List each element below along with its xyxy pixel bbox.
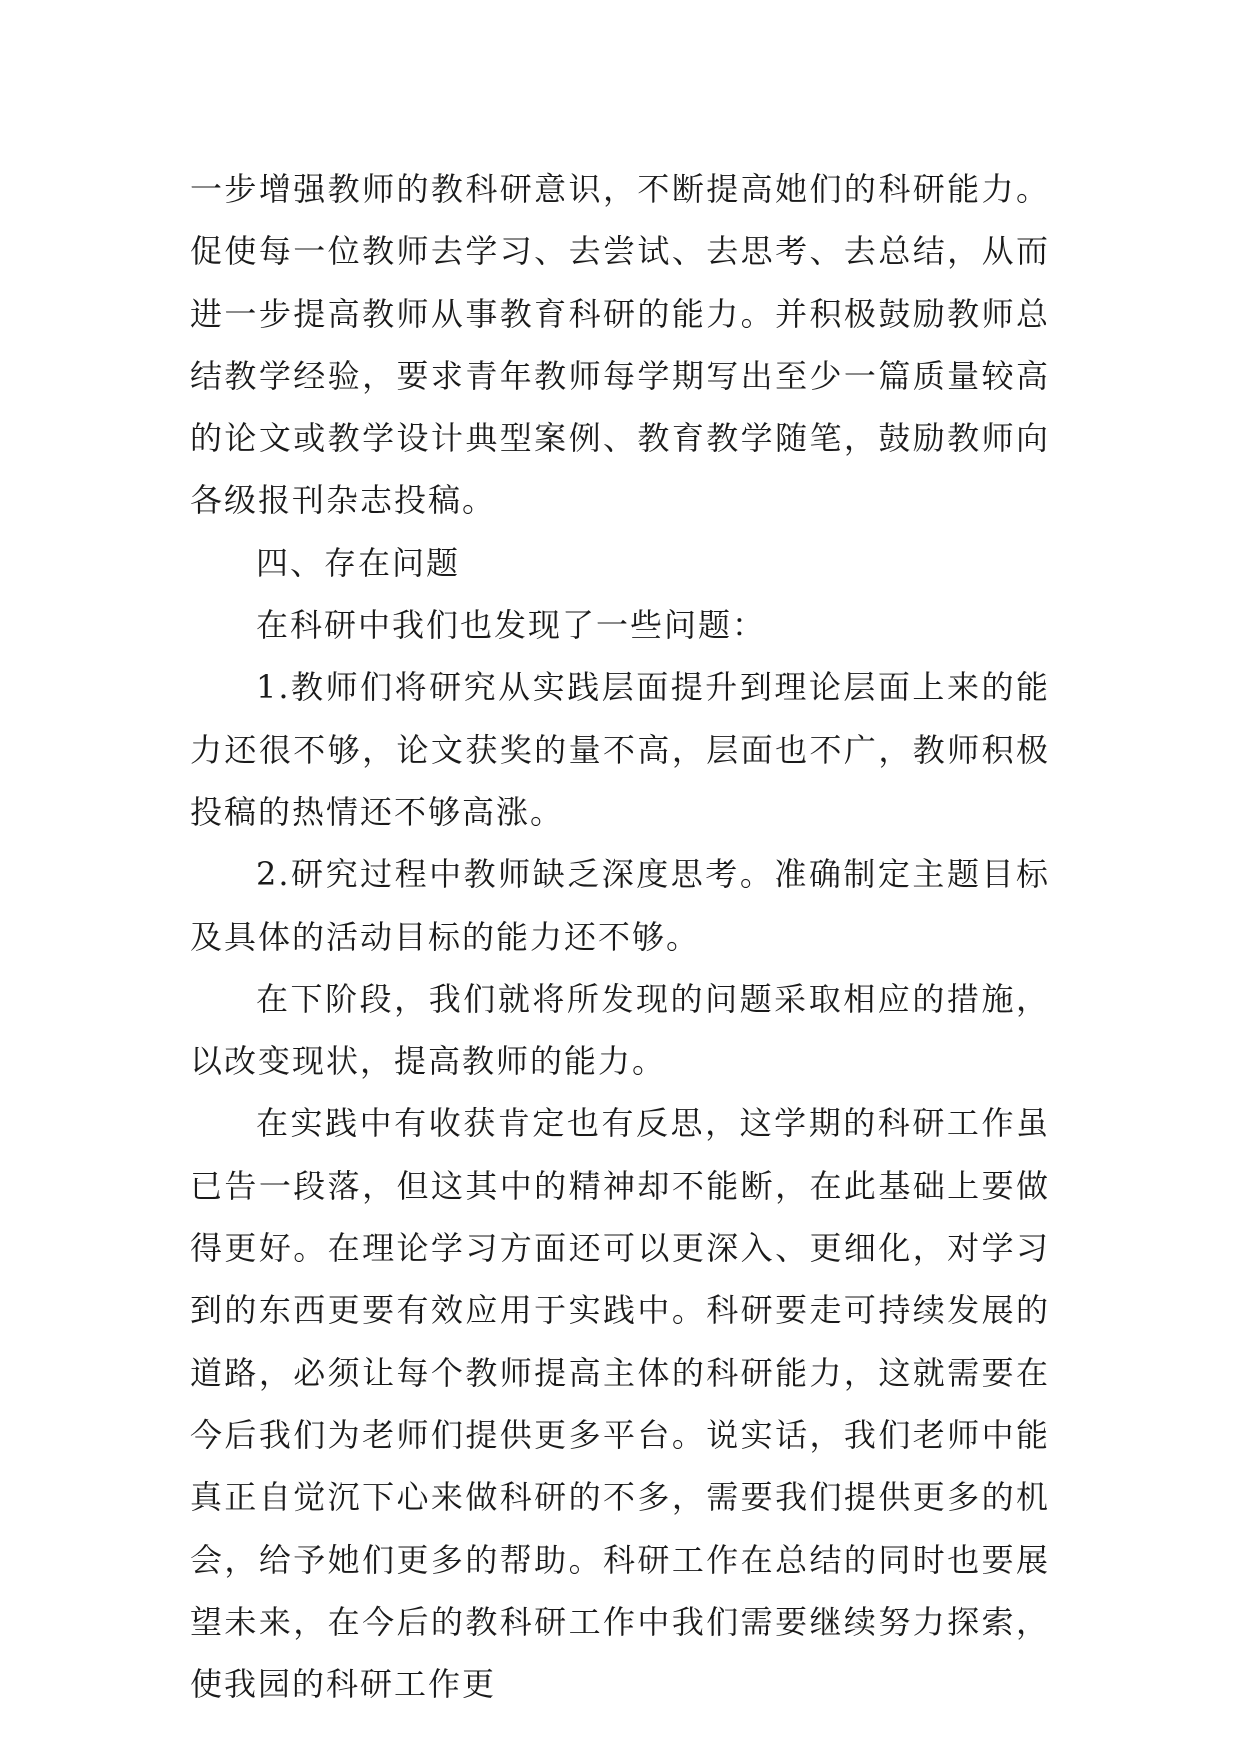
list-item-1: 1.教师们将研究从实践层面提升到理论层面上来的能力还很不够，论文获奖的量不高，层面也不广，教师积极投稿的热情还不够高涨。 bbox=[190, 668, 1050, 831]
document-body bbox=[190, 158, 1050, 1715]
section-heading: 四、存在问题 bbox=[256, 543, 461, 582]
list-item-2: 2.研究过程中教师缺乏深度思考。准确制定主题目标及具体的活动目标的能力还不够。 bbox=[190, 855, 1050, 956]
paragraph-reflection: 在实践中有收获肯定也有反思，这学期的科研工作虽已告一段落，但这其中的精神却不能断，在此基础上要做得更好。在理论学习方面还可以更深入、更细化，对学习到的东西更要有效应用于实践中。科研要走可持续发展的道路，必须让每个教师提高主体的科研能力，这就需要在今后我们为老师们提供更多平台。说实话，我们老师中能真正自觉沉下心来做科研的不多，需要我们提供更多的机会，给予她们更多的帮助。科研工作在总结的同时也要展望未来，在今后的教科研工作中我们需要继续努力探索，使我园的科研工作更 bbox=[190, 1104, 1050, 1704]
paragraph-intro: 在科研中我们也发现了一些问题： bbox=[256, 606, 767, 645]
paragraph-next-stage: 在下阶段，我们就将所发现的问题采取相应的措施，以改变现状，提高教师的能力。 bbox=[190, 979, 1050, 1081]
paragraph-continuation: 一步增强教师的教科研意识，不断提高她们的科研能力。促使每一位教师去学习、去尝试、去思考、去总结，从而进一步提高教师从事教育科研的能力。并积极鼓励教师总结教学经验，要求青年教师每学期写出至少一篇质量较高的论文或教学设计典型案例、教育教学随笔，鼓励教师向各级报刊杂志投稿。 bbox=[190, 170, 1050, 520]
